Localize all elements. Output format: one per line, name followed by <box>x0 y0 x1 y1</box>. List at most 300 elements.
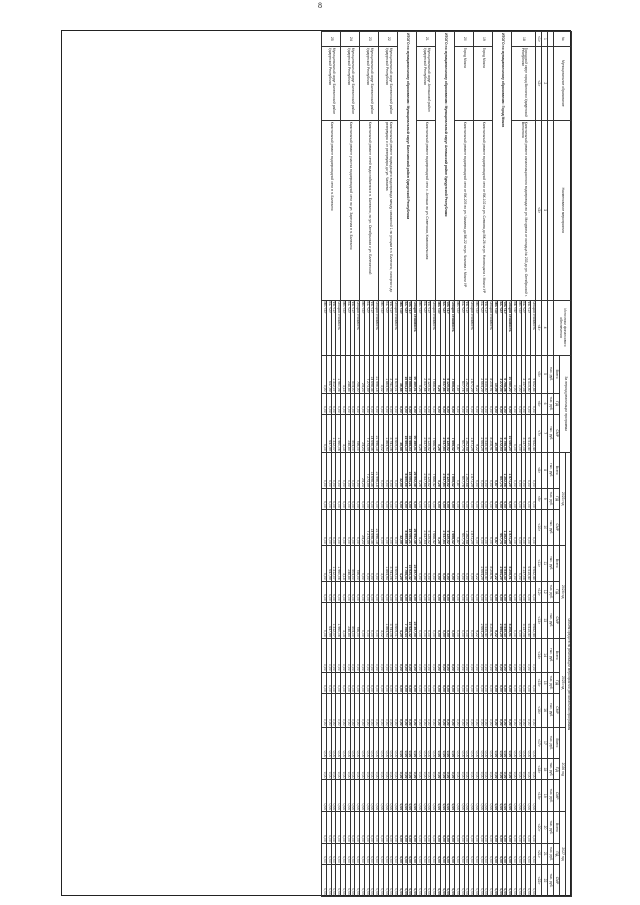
amount-cell: 0,00 <box>464 638 469 672</box>
amount-cell: 0,00 <box>403 727 408 759</box>
amount-cell: 0,00 <box>455 864 460 896</box>
amount-cell: 0,00 <box>498 759 503 780</box>
header-name: Наименование мероприятия <box>554 120 572 300</box>
header-unit: тыс. руб. <box>548 581 554 602</box>
amount-cell: 5 535,40 <box>483 602 488 638</box>
document-sheet <box>61 30 571 896</box>
amount-cell: 0,00 <box>498 812 503 844</box>
amount-cell: 0,00 <box>531 864 536 896</box>
amount-cell: 0,00 <box>517 393 522 414</box>
amount-cell: 0,00 <box>460 843 465 864</box>
header-col-number: 17 <box>542 727 548 759</box>
amount-cell: 0,00 <box>365 812 370 844</box>
amount-cell: 21 996,18 <box>374 509 379 545</box>
amount-cell: 0,00 <box>346 581 351 602</box>
amount-cell: 0,00 <box>502 638 507 672</box>
amount-cell: 0,00 <box>374 780 379 812</box>
amount-cell: 0,00 <box>464 843 469 864</box>
amount-cell: 0,00 <box>512 414 517 452</box>
amount-cell: 504,00 <box>350 414 355 452</box>
amount-cell: 0,00 <box>474 759 479 780</box>
amount-cell: 0,00 <box>493 693 498 727</box>
amount-cell: 0,00 <box>455 488 460 509</box>
amount-cell: 0,00 <box>507 843 512 864</box>
amount-cell: 0,00 <box>384 759 389 780</box>
amount-cell: 0,00 <box>502 843 507 864</box>
amount-cell: 0,00 <box>384 488 389 509</box>
amount-cell: 5 609,01 <box>393 602 398 638</box>
amount-cell: 0,00 <box>531 393 536 414</box>
amount-cell: 0,00 <box>407 393 412 414</box>
amount-cell: 0,00 <box>407 864 412 896</box>
amount-cell: 0,00 <box>483 452 488 488</box>
total-row <box>507 32 512 897</box>
item-name: Капитальный ремонт водопроводной сети с. Алнаши по ул. Советская, Комсомольская <box>417 120 436 300</box>
amount-cell: 0,00 <box>369 545 374 581</box>
header-col-number: 19 <box>542 780 548 812</box>
amount-cell: 0,00 <box>493 864 498 896</box>
funding-source: Общая стоимость <box>531 300 536 355</box>
header-unit-empty <box>548 300 554 355</box>
amount-cell: 0,00 <box>445 780 450 812</box>
amount-cell: 0,00 <box>512 780 517 812</box>
amount-cell: 0,00 <box>493 759 498 780</box>
item-name: Капитальный ремонт канализационного водопровода по ул. Мичурина от колодца № 233 до ул. Октябрьской г. Воткинска <box>512 120 536 300</box>
amount-cell: 0,00 <box>398 727 403 759</box>
amount-cell: 0,00 <box>331 672 336 693</box>
amount-cell: 0,00 <box>374 672 379 693</box>
amount-cell: 9 652,45 <box>531 355 536 393</box>
amount-cell: 0,00 <box>445 693 450 727</box>
amount-cell: 0,00 <box>417 780 422 812</box>
amount-cell: 0,00 <box>445 843 450 864</box>
header-col-arrow: <7> <box>536 414 542 452</box>
amount-cell: 1 871,29 <box>469 509 474 545</box>
amount-cell: 0,00 <box>384 864 389 896</box>
amount-cell: 0,00 <box>436 812 441 844</box>
amount-cell: 0,00 <box>341 638 346 672</box>
amount-cell: 0,00 <box>526 638 531 672</box>
amount-cell: 0,00 <box>336 843 341 864</box>
header-year: 2024 год <box>560 545 566 638</box>
funding-source: БС <2> <box>479 300 484 355</box>
item-row <box>393 32 398 897</box>
amount-cell: 1 871,29 <box>469 414 474 452</box>
amount-cell: 0,00 <box>422 693 427 727</box>
amount-cell: 36,88 <box>398 355 403 393</box>
amount-cell: 0,00 <box>422 843 427 864</box>
amount-cell: 0,00 <box>374 843 379 864</box>
amount-cell: 0,00 <box>412 672 417 693</box>
amount-cell: 0,00 <box>464 672 469 693</box>
amount-cell: 0,00 <box>327 638 332 672</box>
header-col-number: 14 <box>542 638 548 672</box>
header-sub-total: Всего <box>554 355 560 393</box>
amount-cell: 0,00 <box>426 864 431 896</box>
amount-cell: 0,00 <box>360 780 365 812</box>
amount-cell: 0,00 <box>322 602 327 638</box>
amount-cell: 0,00 <box>384 780 389 812</box>
amount-cell: 0,00 <box>360 638 365 672</box>
funding-source: БС <2> <box>521 300 526 355</box>
amount-cell: 0,00 <box>436 545 441 581</box>
amount-cell: 0,00 <box>407 727 412 759</box>
amount-cell: 5 609,01 <box>393 355 398 393</box>
amount-cell: 0,00 <box>388 393 393 414</box>
item-name: Капитальный ремонт водопроводной сети от ВК-205 по ул. Чапаева до ВК-22 на ул. Чкалова г. Можги УР <box>455 120 474 300</box>
amount-cell: 0,00 <box>331 693 336 727</box>
amount-cell: 0,00 <box>460 812 465 844</box>
funding-source: ФБ <1> <box>369 300 374 355</box>
amount-cell: 0,00 <box>369 393 374 414</box>
amount-cell: 1 864,93 <box>384 414 389 452</box>
amount-cell: 0,00 <box>498 864 503 896</box>
amount-cell: 0,00 <box>498 780 503 812</box>
amount-cell: 0,00 <box>441 488 446 509</box>
header-src: Источники финансового обеспечения <box>554 300 572 355</box>
amount-cell: 0,00 <box>422 812 427 844</box>
amount-cell: 7 273,59 <box>365 452 370 488</box>
header-unit: тыс. руб. <box>548 864 554 896</box>
amount-cell: 33 688,53 <box>407 355 412 393</box>
amount-cell: 0,00 <box>436 864 441 896</box>
amount-cell: 647,99 <box>327 602 332 638</box>
amount-cell: 0,00 <box>393 693 398 727</box>
amount-cell: 0,87 <box>493 452 498 488</box>
header-unit: тыс. руб. <box>548 488 554 509</box>
amount-cell: 2 537,64 <box>422 509 427 545</box>
amount-cell: 0,00 <box>331 638 336 672</box>
amount-cell: 756,00 <box>355 414 360 452</box>
amount-cell: 3,02 <box>379 545 384 581</box>
amount-cell: 0,00 <box>355 780 360 812</box>
amount-cell: 0,00 <box>355 393 360 414</box>
amount-cell: 0,00 <box>327 509 332 545</box>
header-col-arrow: <18> <box>536 759 542 780</box>
amount-cell: 0,00 <box>393 812 398 844</box>
amount-cell: 0,00 <box>388 727 393 759</box>
amount-cell: 0,00 <box>483 693 488 727</box>
funding-source: Общая стоимость <box>355 300 360 355</box>
amount-cell: 10,09 <box>493 414 498 452</box>
amount-cell: 0,00 <box>498 638 503 672</box>
amount-cell: 0,00 <box>483 509 488 545</box>
amount-cell: 0,00 <box>474 638 479 672</box>
amount-cell: 6 798,08 <box>502 414 507 452</box>
amount-cell: 0,00 <box>431 488 436 509</box>
funding-source: ФБ <1> <box>464 300 469 355</box>
amount-cell: 0,00 <box>412 693 417 727</box>
amount-cell: 0,00 <box>355 843 360 864</box>
amount-cell: 4,29 <box>398 602 403 638</box>
item-name: Капитальный ремонт водопроводной сети в п. Балезино <box>322 120 341 300</box>
amount-cell: 2 664,29 <box>479 414 484 452</box>
amount-cell: 0,00 <box>327 672 332 693</box>
amount-cell: 0,00 <box>531 488 536 509</box>
amount-cell: 50 389,51 <box>412 355 417 393</box>
amount-cell: 26 992,46 <box>412 509 417 545</box>
amount-cell: 1 960,06 <box>336 355 341 393</box>
amount-cell: 1 312,07 <box>331 602 336 638</box>
amount-cell: 0,00 <box>379 843 384 864</box>
funding-source: МБ <3> <box>517 300 522 355</box>
amount-cell: 0,00 <box>479 672 484 693</box>
amount-cell: 0,00 <box>469 488 474 509</box>
header-unit: тыс. руб. <box>548 780 554 812</box>
amount-cell: 248,85 <box>346 545 351 581</box>
amount-cell: 7 668,42 <box>431 509 436 545</box>
amount-cell: 0,00 <box>531 672 536 693</box>
funding-source: БС <2> <box>327 300 332 355</box>
amount-cell: 5 535,40 <box>502 602 507 638</box>
total-row <box>412 32 417 897</box>
amount-cell: 24,23 <box>360 414 365 452</box>
amount-cell: 0,00 <box>322 393 327 414</box>
amount-cell: 0,00 <box>417 581 422 602</box>
amount-cell: 0,00 <box>350 812 355 844</box>
amount-cell: 0,00 <box>450 693 455 727</box>
header-col-arrow: <16> <box>536 693 542 727</box>
amount-cell: 5 535,40 <box>483 414 488 452</box>
amount-cell: 0,00 <box>407 638 412 672</box>
item-row <box>488 32 493 897</box>
amount-cell: 0,00 <box>479 780 484 812</box>
amount-cell: 0,00 <box>512 759 517 780</box>
amount-cell: 0,00 <box>331 864 336 896</box>
amount-cell: 0,00 <box>426 581 431 602</box>
amount-cell: 0,00 <box>322 759 327 780</box>
amount-cell: 0,00 <box>384 581 389 602</box>
amount-cell: 0,00 <box>369 488 374 509</box>
amount-cell: 0,00 <box>412 581 417 602</box>
amount-cell: 0,00 <box>346 488 351 509</box>
amount-cell: 0,00 <box>365 488 370 509</box>
amount-cell: 3,02 <box>379 602 384 638</box>
header-unit: тыс. руб. <box>548 355 554 393</box>
amount-cell: 0,00 <box>374 602 379 638</box>
item-number: 22 <box>379 32 398 47</box>
amount-cell: 0,00 <box>388 581 393 602</box>
header-unit-empty <box>548 32 554 47</box>
item-number: 23 <box>360 32 379 47</box>
amount-cell: 0,00 <box>469 638 474 672</box>
amount-cell: 0,00 <box>483 759 488 780</box>
amount-cell: 0,00 <box>384 509 389 545</box>
amount-cell: 0,00 <box>422 638 427 672</box>
amount-cell: 0,00 <box>498 693 503 727</box>
amount-cell: 0,00 <box>388 638 393 672</box>
amount-cell: 248,85 <box>346 414 351 452</box>
amount-cell: 0,00 <box>341 693 346 727</box>
amount-cell: 2 664,29 <box>479 545 484 581</box>
amount-cell: 0,00 <box>327 693 332 727</box>
amount-cell: 0,00 <box>436 602 441 638</box>
amount-cell: 0,00 <box>507 780 512 812</box>
amount-cell: 0,00 <box>483 488 488 509</box>
amount-cell: 0,00 <box>350 780 355 812</box>
rotated-table-container <box>62 31 572 897</box>
amount-cell: 0,00 <box>379 759 384 780</box>
amount-cell: 0,00 <box>360 759 365 780</box>
amount-cell: 0,00 <box>365 672 370 693</box>
amount-cell: 6 798,08 <box>502 355 507 393</box>
amount-cell: 0,00 <box>365 581 370 602</box>
amount-cell: 0,00 <box>365 780 370 812</box>
amount-cell: 0,00 <box>445 393 450 414</box>
header-col-arrow: <11> <box>536 545 542 581</box>
amount-cell: 18 064,21 <box>407 509 412 545</box>
amount-cell: 2 664,29 <box>498 545 503 581</box>
header-col-number: 5 <box>542 355 548 393</box>
amount-cell: 0,00 <box>436 780 441 812</box>
item-row <box>431 32 436 897</box>
amount-cell: 0,00 <box>455 759 460 780</box>
amount-cell: 18 064,21 <box>407 452 412 488</box>
amount-cell: 0,00 <box>417 727 422 759</box>
amount-cell: 0,00 <box>355 759 360 780</box>
amount-cell: 0,00 <box>388 452 393 488</box>
amount-cell: 9 652,45 <box>531 414 536 452</box>
amount-cell: 647,99 <box>327 414 332 452</box>
amount-cell: 0,00 <box>512 581 517 602</box>
item-municipality: Город Можга <box>455 46 474 120</box>
header-year: 2026 год <box>560 727 566 812</box>
funding-source: ФБ <1> <box>350 300 355 355</box>
amount-cell: 0,00 <box>407 759 412 780</box>
amount-cell: 0,00 <box>517 452 522 488</box>
amount-cell: 0,00 <box>360 672 365 693</box>
amount-cell: 0,00 <box>493 638 498 672</box>
amount-cell: 0,00 <box>417 864 422 896</box>
amount-cell: 1 871,29 <box>469 452 474 488</box>
amount-cell: 1 960,06 <box>336 545 341 581</box>
amount-cell: 0,00 <box>431 602 436 638</box>
header-sub-pd: ПД <box>554 581 560 602</box>
amount-cell: 0,00 <box>445 672 450 693</box>
header-col-arrow: <10> <box>536 509 542 545</box>
amount-cell: 5 535,40 <box>502 545 507 581</box>
header-unit: тыс. руб. <box>548 727 554 759</box>
total-label: ИТОГО по муниципальному образованию: Муниципальный округ Алнашский район Удмуртской Республики <box>436 32 455 301</box>
amount-cell: 0,00 <box>441 393 446 414</box>
amount-cell: 0,00 <box>426 638 431 672</box>
amount-cell: 0,00 <box>445 602 450 638</box>
amount-cell: 0,00 <box>341 780 346 812</box>
amount-cell: 0,00 <box>331 393 336 414</box>
amount-cell: 5,26 <box>417 414 422 452</box>
amount-cell: 0,00 <box>450 780 455 812</box>
amount-cell: 0,00 <box>526 780 531 812</box>
header-unit: тыс. руб. <box>548 759 554 780</box>
amount-cell: 0,00 <box>431 693 436 727</box>
amount-cell: 0,00 <box>341 581 346 602</box>
amount-cell: 0,00 <box>350 452 355 488</box>
funding-source: ФБ <1> <box>407 300 412 355</box>
amount-cell: 607,74 <box>460 509 465 545</box>
amount-cell: 0,00 <box>327 812 332 844</box>
amount-cell: 3 272,03 <box>498 355 503 393</box>
header-sub-pd: ПД <box>554 393 560 414</box>
amount-cell: 0,00 <box>507 727 512 759</box>
funding-source: ВБ <4> <box>512 300 517 355</box>
amount-cell: 0,00 <box>488 581 493 602</box>
header-col-arrow: <14> <box>536 638 542 672</box>
funding-source: ФБ <1> <box>426 300 431 355</box>
amount-cell: 0,00 <box>393 452 398 488</box>
amount-cell: 0,00 <box>488 864 493 896</box>
amount-cell: 0,00 <box>531 727 536 759</box>
header-col-number: 13 <box>542 602 548 638</box>
amount-cell: 0,00 <box>393 393 398 414</box>
amount-cell: 0,00 <box>365 638 370 672</box>
amount-cell: 0,00 <box>336 509 341 545</box>
amount-cell: 0,00 <box>498 581 503 602</box>
item-row <box>355 32 360 897</box>
amount-cell: 2 537,64 <box>422 414 427 452</box>
header-unit: тыс. руб. <box>548 509 554 545</box>
amount-cell: 0,00 <box>426 393 431 414</box>
amount-cell: 0,00 <box>417 693 422 727</box>
amount-cell: 0,00 <box>407 812 412 844</box>
amount-cell: 0,00 <box>469 812 474 844</box>
amount-cell: 0,00 <box>464 727 469 759</box>
amount-cell: 0,00 <box>336 393 341 414</box>
header-sub-pd: ПД <box>554 488 560 509</box>
amount-cell: 0,00 <box>502 488 507 509</box>
amount-cell: 0,00 <box>369 812 374 844</box>
amount-cell: 0,00 <box>374 488 379 509</box>
amount-cell: 0,00 <box>521 843 526 864</box>
amount-cell: 0,00 <box>384 727 389 759</box>
amount-cell: 50 389,51 <box>412 414 417 452</box>
amount-cell: 15 624,32 <box>407 545 412 581</box>
amount-cell: 0,00 <box>455 393 460 414</box>
header-col-number: 3 <box>542 120 548 300</box>
amount-cell: 0,00 <box>331 488 336 509</box>
header-sub-smr: СМР <box>554 693 560 727</box>
amount-cell: 0,00 <box>517 672 522 693</box>
total-row <box>450 32 455 897</box>
amount-cell: 0,00 <box>327 488 332 509</box>
amount-cell: 1 960,06 <box>336 414 341 452</box>
amount-cell: 248,85 <box>346 602 351 638</box>
amount-cell: 0,00 <box>422 864 427 896</box>
amount-cell: 0,00 <box>464 693 469 727</box>
amount-cell: 0,00 <box>507 672 512 693</box>
amount-cell: 0,00 <box>431 393 436 414</box>
amount-cell: 6 515,40 <box>526 355 531 393</box>
amount-cell: 0,00 <box>517 812 522 844</box>
amount-cell: 0,00 <box>322 414 327 452</box>
amount-cell: 0,00 <box>398 581 403 602</box>
item-name: Капитальный ремонт сетей водоснабжения в п. Балезино, по ул. Октябрьская и ул. Балезинской <box>360 120 379 300</box>
amount-cell: 0,00 <box>374 693 379 727</box>
amount-cell: 0,00 <box>426 780 431 812</box>
amount-cell: 0,00 <box>517 864 522 896</box>
amount-cell: 0,00 <box>346 759 351 780</box>
amount-cell: 0,00 <box>474 843 479 864</box>
amount-cell: 0,00 <box>498 488 503 509</box>
header-mun: Муниципальное образование <box>554 46 572 120</box>
amount-cell: 0,00 <box>445 638 450 672</box>
amount-cell: 0,00 <box>350 759 355 780</box>
amount-cell: 0,00 <box>322 812 327 844</box>
amount-cell: 21 996,18 <box>374 414 379 452</box>
header-col-number: 16 <box>542 693 548 727</box>
item-row <box>374 32 379 897</box>
amount-cell: 0,00 <box>479 693 484 727</box>
amount-cell: 0,00 <box>398 638 403 672</box>
